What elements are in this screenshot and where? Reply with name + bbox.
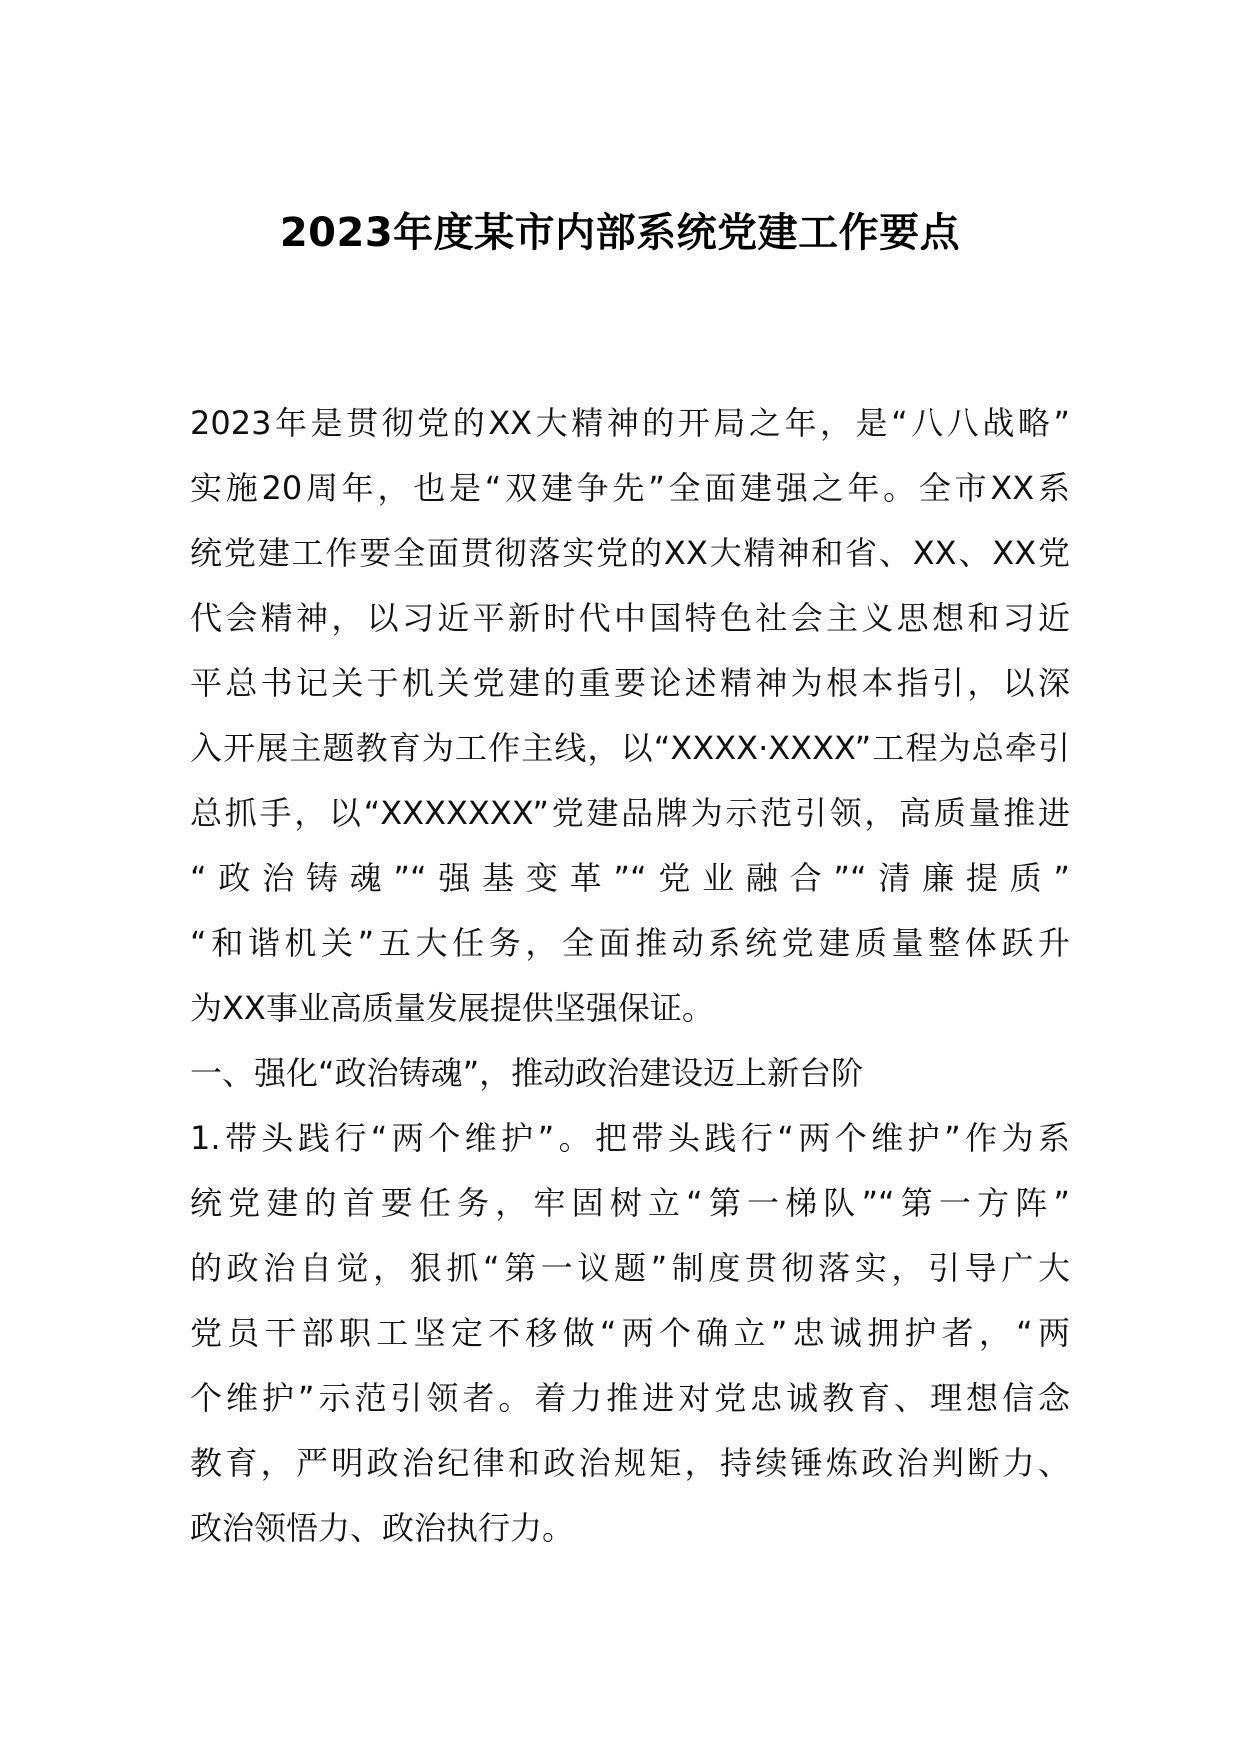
paragraph-line-17: 政治领悟力、政治执行力。 <box>190 1509 575 1547</box>
paragraph-line-5: 平总书记关于机关党建的重要论述精神为根本指引，以深 <box>190 664 1070 702</box>
paragraph-line-4: 代会精神，以习近平新时代中国特色社会主义思想和习近 <box>190 599 1070 637</box>
paragraph-line-1: 2023年是贯彻党的XX大精神的开局之年，是“八八战略” <box>190 404 1070 442</box>
document-title: 2023年度某市内部系统党建工作要点 <box>279 210 961 256</box>
paragraph-line-14: 党员干部职工坚定不移做“两个确立”忠诚拥护者，“两 <box>190 1314 1070 1352</box>
paragraph-line-16: 教育，严明政治纪律和政治规矩，持续锤炼政治判断力、 <box>190 1444 1070 1482</box>
paragraph-line-2: 实施20周年，也是“双建争先”全面建强之年。全市XX系 <box>190 469 1070 507</box>
document-body <box>190 391 1070 1561</box>
paragraph-line-7: 总抓手，以“XXXXXXX”党建品牌为示范引领，高质量推进 <box>190 794 1070 832</box>
paragraph-line-11: 1.带头践行“两个维护”。把带头践行“两个维护”作为系 <box>190 1119 1070 1157</box>
paragraph-line-12: 统党建的首要任务，牢固树立“第一梯队”“第一方阵” <box>190 1184 1070 1222</box>
paragraph-line-15: 个维护”示范引领者。着力推进对党忠诚教育、理想信念 <box>190 1379 1070 1417</box>
paragraph-line-3: 统党建工作要全面贯彻落实党的XX大精神和省、XX、XX党 <box>190 534 1070 572</box>
paragraph-line-8: “政治铸魂”“强基变革”“党业融合”“清廉提质” <box>190 859 1070 897</box>
section-heading-1: 一、强化“政治铸魂”，推动政治建设迈上新台阶 <box>190 1054 864 1092</box>
paragraph-line-13: 的政治自觉，狠抓“第一议题”制度贯彻落实，引导广大 <box>190 1249 1070 1287</box>
paragraph-line-10: 为XX事业高质量发展提供坚强保证。 <box>190 989 714 1027</box>
paragraph-line-6: 入开展主题教育为工作主线，以“XXXX·XXXX”工程为总牵引 <box>190 729 1070 767</box>
paragraph-line-9: “和谐机关”五大任务，全面推动系统党建质量整体跃升 <box>190 924 1070 962</box>
